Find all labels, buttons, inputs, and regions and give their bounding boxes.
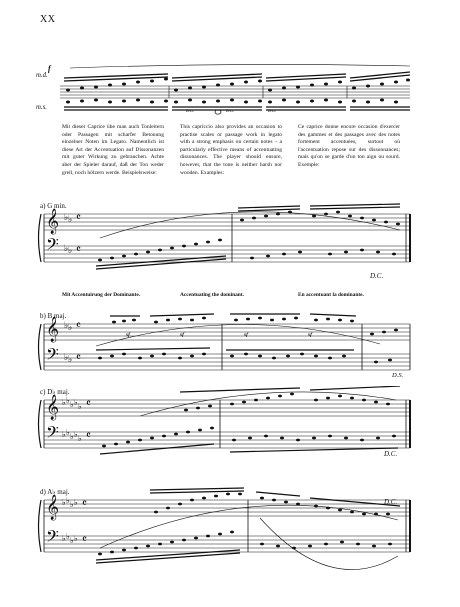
time-signature-b2: 𝄴 <box>76 352 81 364</box>
sf-mark-2: sf <box>180 332 184 338</box>
key-flat-a4: ♭ <box>68 245 73 255</box>
key-flat-a1: ♭ <box>64 212 69 222</box>
sf-mark-1: sf <box>126 332 130 338</box>
treble-clef-a: 𝄞 <box>46 208 60 233</box>
caption-english: Accentuating the dominant. <box>180 292 244 298</box>
key-flat-c5: ♭ <box>78 402 82 411</box>
top-excerpt-staff <box>0 60 460 120</box>
english-text: This capriccio also provides an occasion to practise scales or passage work in legato with a strong emphasis on certain notes – a particularly effective means of accentuating dissonances. The player should ensure, however, that the tone is neither harsh nor wooden. Examples: <box>180 124 282 176</box>
key-flat-c9: ♭ <box>74 430 78 439</box>
key-flat-d4: ♭ <box>74 498 78 507</box>
sf-mark-4: sf <box>308 332 312 338</box>
treble-clef-c: 𝄞 <box>46 394 60 419</box>
key-flat-b1: ♭ <box>64 320 69 330</box>
key-flat-d7: ♭ <box>70 536 74 545</box>
caption-french: En accentuant la dominante. <box>298 292 364 298</box>
ten-mark-2: ten. <box>226 108 235 114</box>
example-d-system <box>0 486 460 576</box>
bass-clef-a: 𝄢 <box>46 236 59 258</box>
time-signature-c2: 𝄴 <box>86 430 91 442</box>
right-hand-mark: m.d. <box>36 72 48 79</box>
treble-clef-b: 𝄞 <box>46 316 60 341</box>
time-signature-d1: 𝄴 <box>82 498 87 510</box>
key-flat-d5: ♭ <box>62 534 66 543</box>
key-flat-d3: ♭ <box>70 500 74 509</box>
example-a-system <box>0 200 460 280</box>
time-signature-b1: 𝄴 <box>76 320 81 332</box>
example-c-label: c) D♭ maj. <box>40 388 70 396</box>
example-b-end-mark: D.S. <box>392 372 404 379</box>
bass-clef-b: 𝄢 <box>46 346 59 368</box>
key-flat-b4: ♭ <box>68 354 73 364</box>
key-flat-a2: ♭ <box>68 214 73 224</box>
key-flat-a3: ♭ <box>64 243 69 253</box>
key-flat-d8: ♭ <box>74 534 78 543</box>
example-a-label: a) G min. <box>40 202 67 210</box>
example-c-end-mark: D.C. <box>384 450 398 458</box>
example-a-end-mark: D.C. <box>370 272 384 280</box>
german-text: Mit dieser Caprice übe man auch Tonleitern oder Passagen mit scharfer Betonung einzelner Noten im Legato. Namentlich ist diese Art der Accentuation auf Dissonanzen mit guter Wirkung zu gebrauchen. Achte aber der Spieler darauf, daß der Ton weder grell, noch hölzern werde. Beispielsweise: <box>62 124 164 176</box>
key-flat-c6: ♭ <box>62 430 66 439</box>
key-flat-c4: ♭ <box>74 398 78 407</box>
time-signature-a1: 𝄴 <box>76 212 81 224</box>
example-d-end-mark: D.C. <box>384 498 398 506</box>
time-signature-c1: 𝄴 <box>86 398 91 410</box>
key-flat-c1: ♭ <box>62 398 66 407</box>
time-signature-d2: 𝄴 <box>82 534 87 546</box>
example-c-system <box>0 386 460 466</box>
key-flat-d2: ♭ <box>66 496 70 505</box>
example-b-label: b) B maj. <box>40 312 67 320</box>
bass-clef-d: 𝄢 <box>46 528 59 550</box>
key-flat-d1: ♭ <box>62 498 66 507</box>
caption-german: Mit Accentuirung der Dominante. <box>62 292 141 298</box>
key-flat-c3: ♭ <box>70 400 74 409</box>
page-number: XX <box>40 14 56 25</box>
ten-mark-3: ten. <box>268 108 277 114</box>
example-d-label: d) A♭ maj. <box>40 488 70 496</box>
sf-mark-3: sf <box>244 332 248 338</box>
left-hand-mark: m.s. <box>36 104 47 111</box>
bass-clef-c: 𝄢 <box>46 424 59 446</box>
key-flat-b2: ♭ <box>68 322 73 332</box>
key-flat-c10: ♭ <box>78 434 82 443</box>
key-flat-c2: ♭ <box>66 396 70 405</box>
key-flat-b3: ♭ <box>64 352 69 362</box>
key-flat-d6: ♭ <box>66 532 70 541</box>
dynamic-mark: f <box>48 64 51 73</box>
treble-clef-d: 𝄞 <box>46 494 60 519</box>
ten-mark-1: ten. <box>186 108 195 114</box>
example-b-system <box>0 310 460 385</box>
key-flat-c7: ♭ <box>66 428 70 437</box>
key-flat-c8: ♭ <box>70 432 74 441</box>
french-text: Ce caprice donne encore occasion d'exercer des gammes et des passages avec des notes fortement accentuées, surtout où l'accentuation repose sur des dissonnances; mais qu'on se garde d'un ton aigu ou sourd. Exemple: <box>298 124 400 168</box>
time-signature-a2: 𝄴 <box>76 244 81 256</box>
